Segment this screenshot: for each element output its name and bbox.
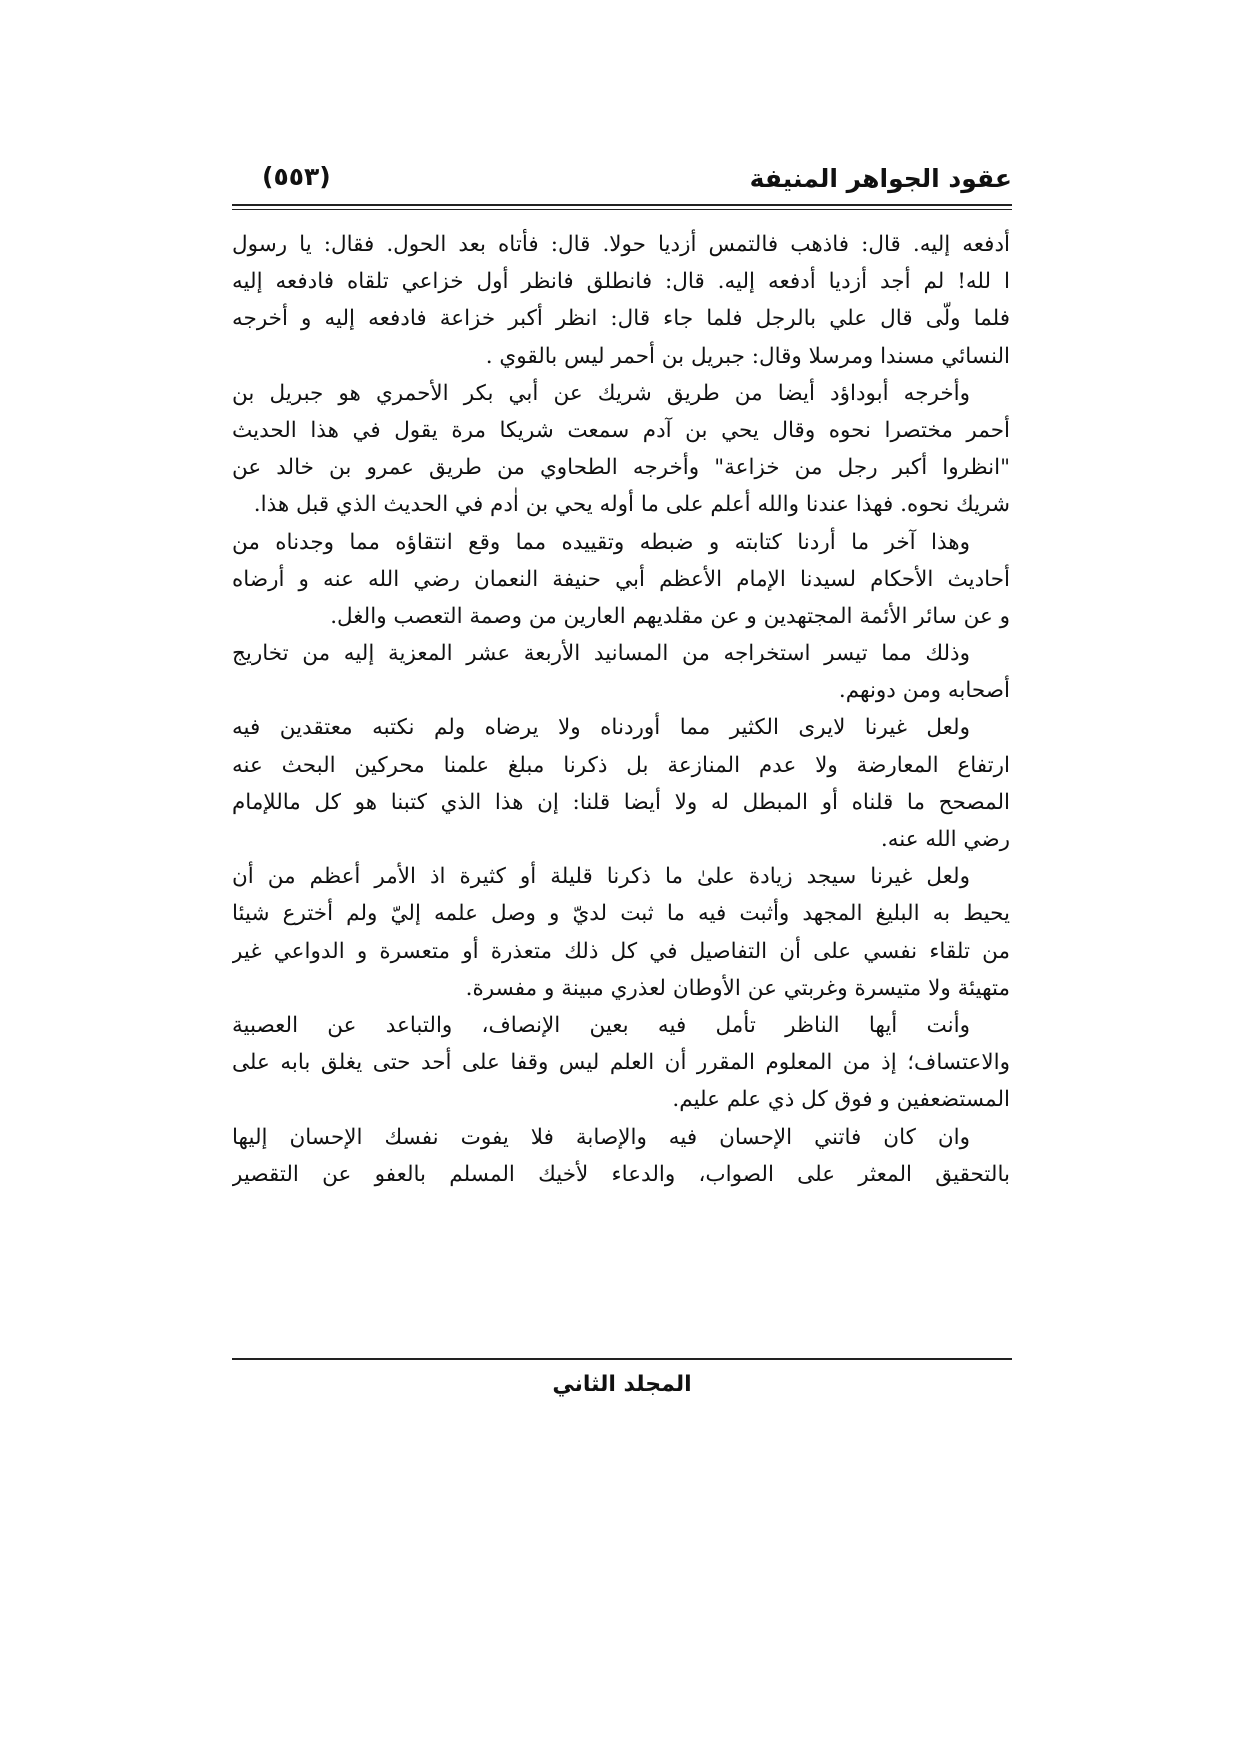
page-number: (٥٥٣) xyxy=(262,162,331,191)
text-line: بالتحقيق المعثر على الصواب، والدعاء لأخيك المسلم بالعفو عن التقصير xyxy=(232,1161,1010,1187)
text-line: "انظروا أكبر رجل من خزاعة" وأخرجه الطحاوي من طريق عمرو بن خالد عن xyxy=(232,455,1010,481)
text-line: النسائي مسندا ومرسلا وقال: جبريل بن أحمر ليس بالقوي . xyxy=(485,343,1010,369)
text-line: من تلقاء نفسي على أن التفاصيل في كل ذلك متعذرة أو متعسرة و الدواعي غير xyxy=(232,938,1010,964)
text-line: المستضعفين و فوق كل ذي علم عليم. xyxy=(672,1087,1010,1113)
text-line: أحاديث الأحكام لسيدنا الإمام الأعظم أبي حنيفة النعمان رضي الله عنه و أرضاه xyxy=(232,566,1010,592)
text-line: أحمر مختصرا نحوه وقال يحي بن آدم سمعت شريكا مرة يقول في هذا الحديث xyxy=(232,417,1010,443)
text-line: ا لله! لم أجد أزديا أدفعه إليه. قال: فانطلق فانظر أول خزاعي تلقاه فادفعه إليه xyxy=(232,269,1010,295)
text-line: ولعل غيرنا سيجد زيادة علىٰ ما ذكرنا قليلة أو كثيرة اذ الأمر أعظم من أن xyxy=(232,864,970,890)
text-line: وأخرجه أبوداؤد أيضا من طريق شريك عن أبي بكر الأحمري هو جبريل بن xyxy=(232,380,970,406)
text-line: وأنت أيها الناظر تأمل فيه بعين الإنصاف، والتباعد عن العصبية xyxy=(232,1012,970,1038)
text-line: والاعتساف؛ إذ من المعلوم المقرر أن العلم ليس وقفا على أحد حتى يغلق بابه على xyxy=(232,1050,1010,1076)
footer-divider xyxy=(232,1358,1012,1360)
text-line: وهذا آخر ما أردنا كتابته و ضبطه وتقييده مما وقع انتقاؤه مما وجدناه من xyxy=(232,529,970,555)
volume-label: المجلد الثاني xyxy=(552,1372,692,1397)
text-line: فلما ولّى قال علي بالرجل فلما جاء قال: انظر أكبر خزاعة فادفعه إليه و أخرجه xyxy=(232,306,1010,332)
text-line: أدفعه إليه. قال: فاذهب فالتمس أزديا حولا. قال: فأتاه بعد الحول. فقال: يا رسول xyxy=(232,232,1010,257)
text-line: شريك نحوه. فهذا عندنا والله أعلم على ما أوله يحي بن اٰدم في الحديث الذي قبل هذا. xyxy=(253,492,1010,518)
header-divider xyxy=(232,204,1012,210)
text-line: رضي الله عنه. xyxy=(880,827,1010,852)
text-line: ولعل غيرنا لايرى الكثير مما أوردناه ولا يرضاه ولم نكتبه معتقدين فيه xyxy=(232,715,970,741)
running-header xyxy=(232,162,1012,202)
text-line: يحيط به البليغ المجهد وأثبت فيه ما ثبت لديّ و وصل علمه إليّ ولم أخترع شيئا xyxy=(232,901,1010,927)
text-line: أصحابه ومن دونهم. xyxy=(838,678,1010,704)
text-line: متهيئة ولا متيسرة وغربتي عن الأوطان لعذري مبينة و مفسرة. xyxy=(465,975,1010,1001)
text-line: المصحح ما قلناه أو المبطل له ولا أيضا قلنا: إن هذا الذي كتبنا هو كل ماللإمام xyxy=(232,789,1010,815)
text-line: و عن سائر الأئمة المجتهدين و عن مقلديهم العارين من وصمة التعصب والغل. xyxy=(330,603,1010,629)
book-title: عقود الجواهر المنيفة xyxy=(749,164,1012,193)
page-body xyxy=(232,226,1010,1193)
text-line: ارتفاع المعارضة ولا عدم المنازعة بل ذكرنا مبلغ علمنا محركين البحث عنه xyxy=(232,752,1010,778)
text-line: وان كان فاتني الإحسان فيه والإصابة فلا يفوت نفسك الإحسان إليها xyxy=(232,1124,971,1150)
text-line: وذلك مما تيسر استخراجه من المسانيد الأربعة عشر المعزية إليه من تخاريج xyxy=(232,641,970,667)
